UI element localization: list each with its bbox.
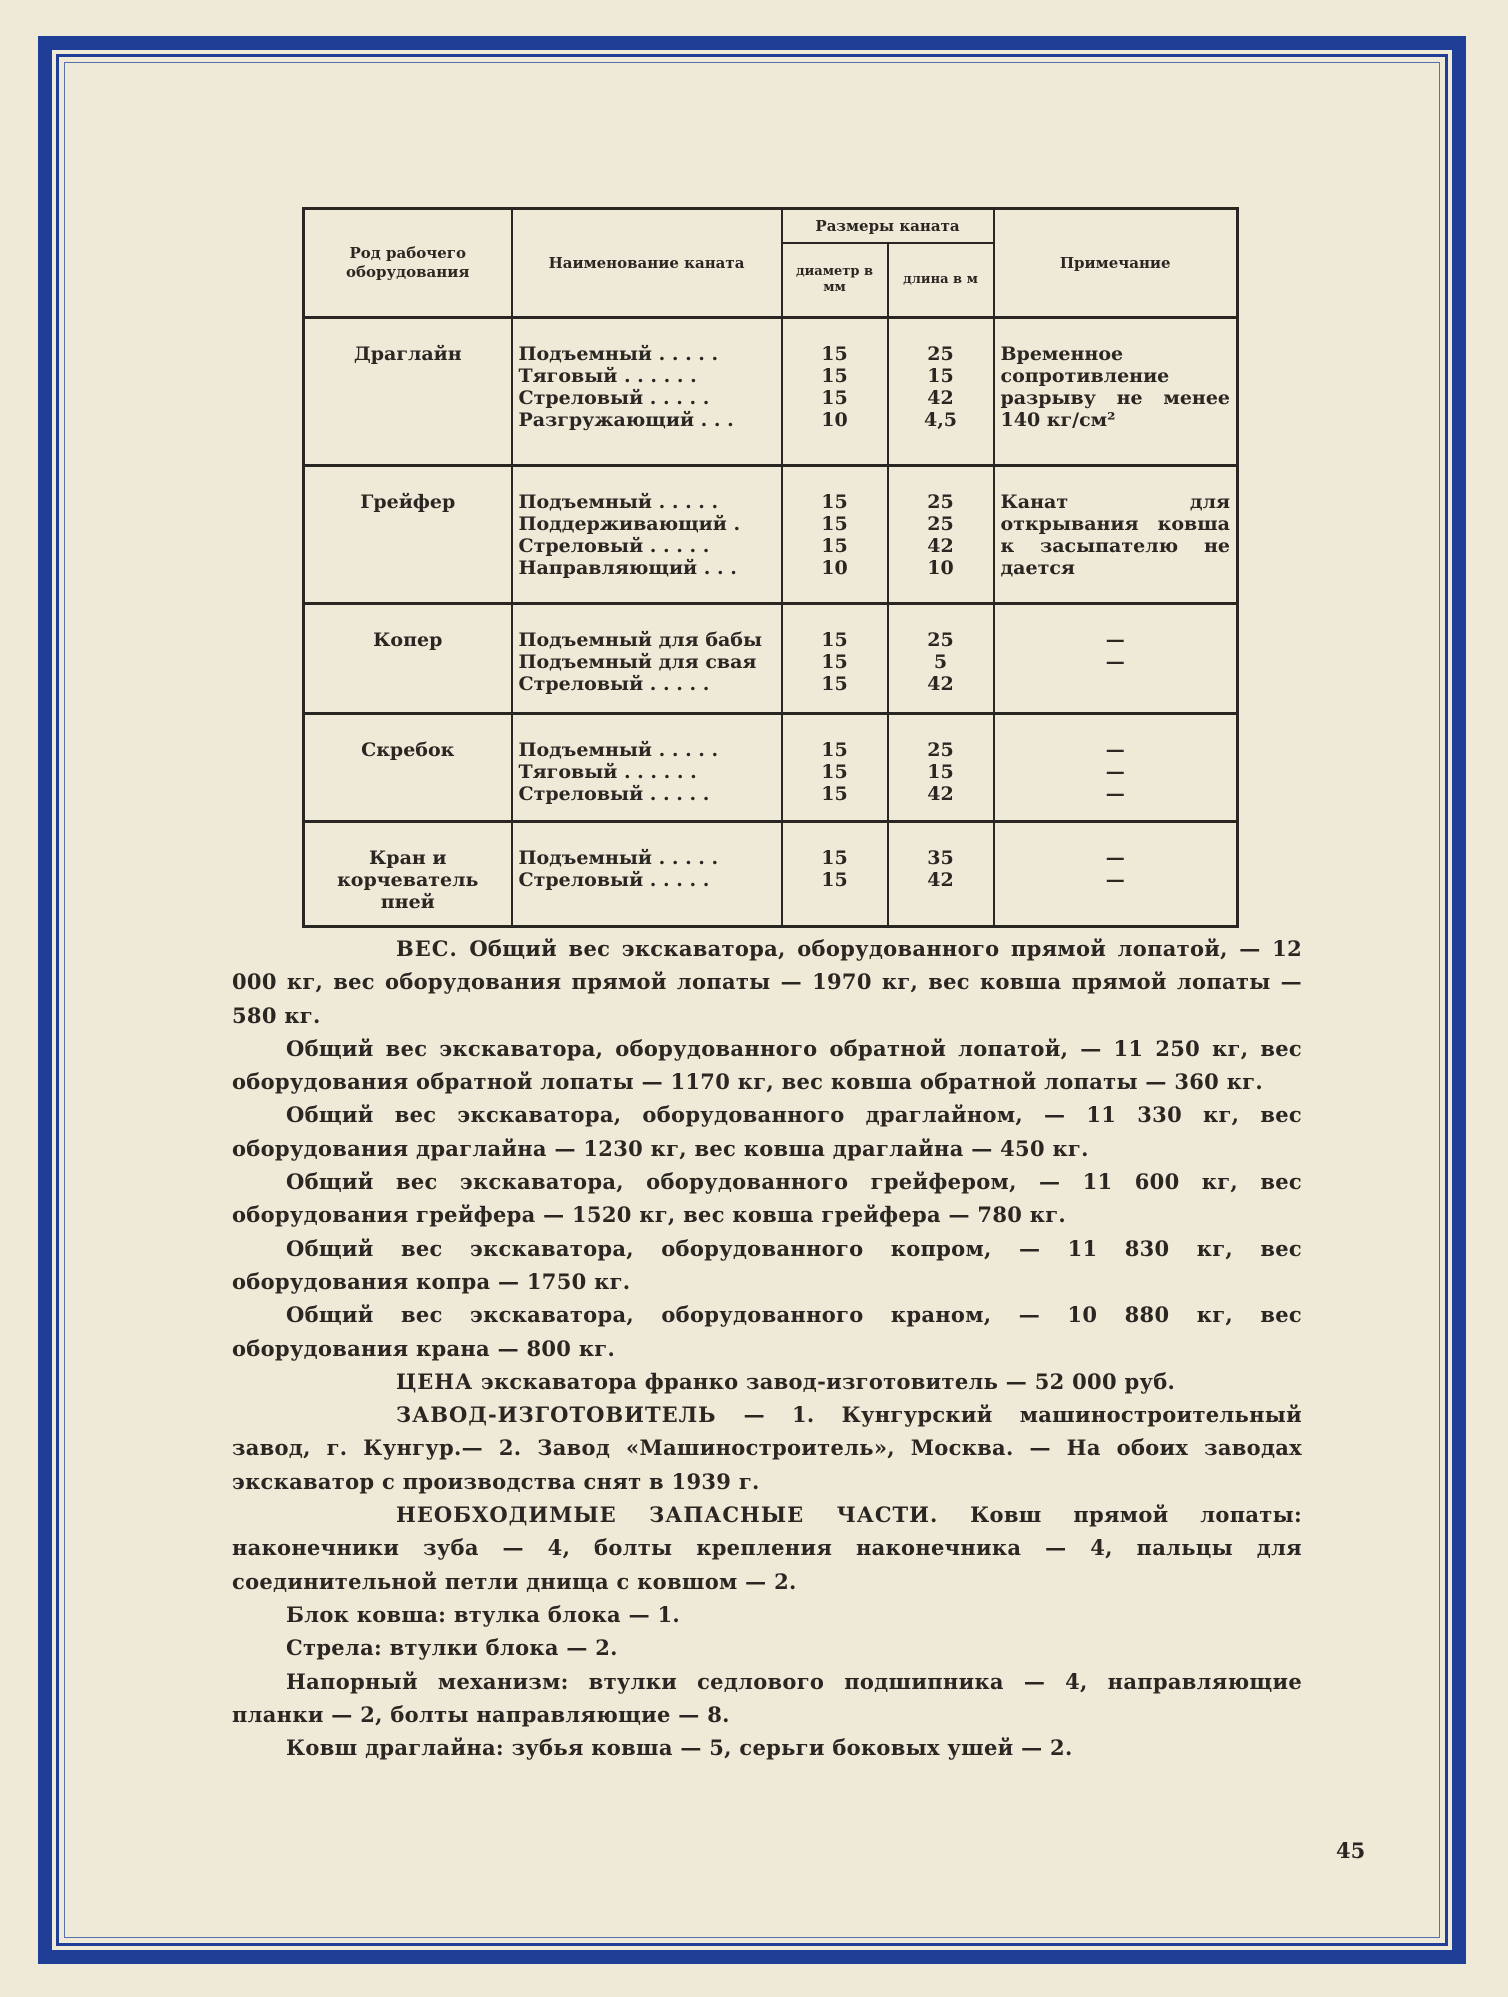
diameter-cell: 15 15 15 10 bbox=[782, 318, 888, 466]
weight-heading: ВЕС. bbox=[396, 936, 458, 961]
equipment-cell: Грейфер bbox=[304, 466, 512, 604]
header-length: длина в м bbox=[888, 243, 994, 317]
equipment-cell: Кран и корчеватель пней bbox=[304, 822, 512, 927]
equipment-cell: Драглайн bbox=[304, 318, 512, 466]
header-note: Примечание bbox=[994, 209, 1238, 318]
length-cell: 35 42 bbox=[888, 822, 994, 927]
note-cell: Канат для открывания ковша к засыпателю не дается bbox=[994, 466, 1238, 604]
header-equipment: Род рабочего оборудования bbox=[304, 209, 512, 318]
rope-name-cell: Подъемный . . . . . Стреловый . . . . . bbox=[512, 822, 782, 927]
weight-paragraph: Общий вес экскаватора, оборудованного краном, — 10 880 кг, вес оборудования крана — 800 кг. bbox=[232, 1302, 1302, 1361]
page-number: 45 bbox=[1336, 1838, 1366, 1863]
header-diameter: диаметр в мм bbox=[782, 243, 888, 317]
header-rope-name: Наименование каната bbox=[512, 209, 782, 318]
equipment-cell: Скребок bbox=[304, 714, 512, 822]
diameter-cell: 15 15 15 bbox=[782, 604, 888, 714]
table-row bbox=[304, 318, 1238, 466]
rope-name-cell: Подъемный для бабы Подъемный для свая Стреловый . . . . . bbox=[512, 604, 782, 714]
note-cell: — — — bbox=[994, 714, 1238, 822]
rope-name-cell: Подъемный . . . . . Тяговый . . . . . . Стреловый . . . . . bbox=[512, 714, 782, 822]
parts-paragraph: Блок ковша: втулка блока — 1. bbox=[286, 1601, 681, 1627]
weight-paragraph: Общий вес экскаватора, оборудованного копром, — 11 830 кг, вес оборудования копра — 1750 кг. bbox=[232, 1235, 1302, 1294]
diameter-cell: 15 15 15 bbox=[782, 714, 888, 822]
note-cell: — — bbox=[994, 822, 1238, 927]
weight-paragraph: Общий вес экскаватора, оборудованного обратной лопатой, — 11 250 кг, вес оборудования обратной лопаты — 1170 кг, вес ковша обратной лопаты — 360 кг. bbox=[232, 1035, 1302, 1095]
body-text bbox=[232, 932, 1302, 1764]
rope-table-container bbox=[302, 207, 1236, 928]
parts-paragraph: НЕОБХОДИМЫЕ ЗАПАСНЫЕ ЧАСТИ. Ковш прямой лопаты: наконечники зуба — 4, болты крепления наконечника — 4, пальцы для соединительной петли днища с ковшом — 2. bbox=[232, 1502, 1302, 1594]
rope-name-cell: Подъемный . . . . . Поддерживающий . Стреловый . . . . . Направляющий . . . bbox=[512, 466, 782, 604]
rope-table-header bbox=[304, 209, 1238, 318]
parts-paragraph: Ковш драглайна: зубья ковша — 5, серьги боковых ушей — 2. bbox=[286, 1735, 1073, 1761]
diameter-cell: 15 15 bbox=[782, 822, 888, 927]
price-heading: ЦЕНА bbox=[396, 1368, 474, 1394]
rope-name-cell: Подъемный . . . . . Тяговый . . . . . . Стреловый . . . . . Разгружающий . . . bbox=[512, 318, 782, 466]
header-rope-size: Размеры каната bbox=[782, 209, 994, 244]
length-cell: 25 25 42 10 bbox=[888, 466, 994, 604]
price-paragraph: ЦЕНА экскаватора франко завод-изготовитель — 52 000 руб. bbox=[396, 1368, 1176, 1394]
equipment-cell: Копер bbox=[304, 604, 512, 714]
maker-paragraph: ЗАВОД-ИЗГОТОВИТЕЛЬ — 1. Кунгурский машиностроительный завод, г. Кунгур.— 2. Завод «Машиностроитель», Москва. — На обоих заводах экскаватор с производства снят в 1939 г. bbox=[232, 1402, 1302, 1494]
length-cell: 25 15 42 bbox=[888, 714, 994, 822]
parts-paragraph: Стрела: втулки блока — 2. bbox=[286, 1635, 618, 1661]
parts-heading: НЕОБХОДИМЫЕ ЗАПАСНЫЕ ЧАСТИ. bbox=[396, 1502, 939, 1528]
weight-paragraph: Общий вес экскаватора, оборудованного драглайном, — 11 330 кг, вес оборудования драглайна — 1230 кг, вес ковша драглайна — 450 кг. bbox=[232, 1102, 1302, 1161]
weight-paragraph: Общий вес экскаватора, оборудованного грейфером, — 11 600 кг, вес оборудования грейфера — 1520 кг, вес ковша грейфера — 780 кг. bbox=[232, 1169, 1302, 1228]
length-cell: 25 5 42 bbox=[888, 604, 994, 714]
table-row bbox=[304, 822, 1238, 927]
length-cell: 25 15 42 4,5 bbox=[888, 318, 994, 466]
weight-paragraph: ВЕС. Общий вес экскаватора, оборудованного прямой лопатой, — 12 000 кг, вес оборудования прямой лопаты — 1970 кг, вес ковша прямой лопаты — 580 кг. bbox=[232, 936, 1302, 1028]
parts-paragraph: Напорный механизм: втулки седлового подшипника — 4, направляющие планки — 2, болты направляющие — 8. bbox=[232, 1668, 1302, 1727]
note-cell: Временное сопротивление разрыву не менее 140 кг/см² bbox=[994, 318, 1238, 466]
rope-table bbox=[302, 207, 1239, 928]
table-row bbox=[304, 714, 1238, 822]
diameter-cell: 15 15 15 10 bbox=[782, 466, 888, 604]
table-row bbox=[304, 466, 1238, 604]
note-cell: — — bbox=[994, 604, 1238, 714]
table-row bbox=[304, 604, 1238, 714]
maker-heading: ЗАВОД-ИЗГОТОВИТЕЛЬ bbox=[396, 1402, 717, 1428]
